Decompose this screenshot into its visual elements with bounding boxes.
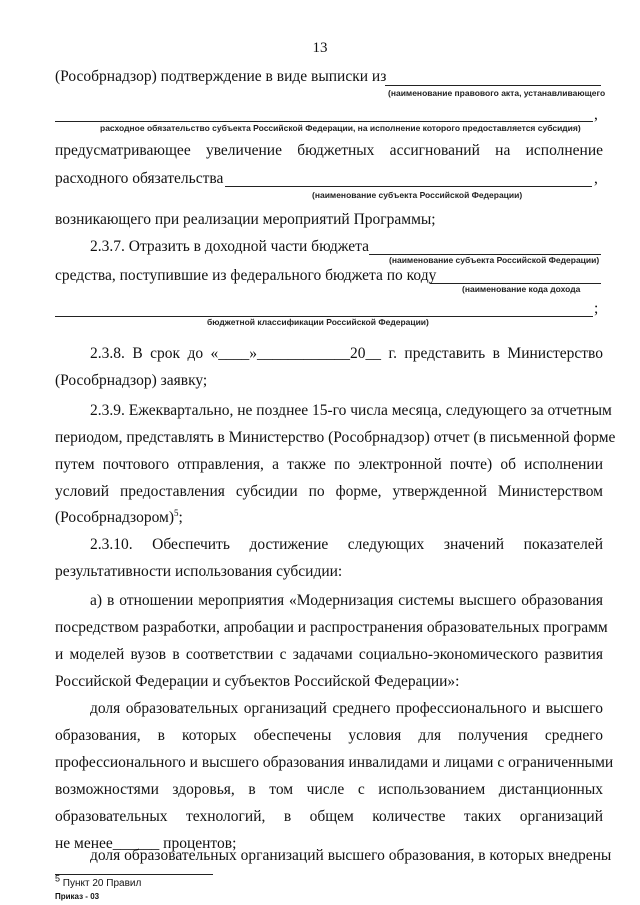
order-label: Приказ - 03: [55, 892, 100, 901]
footnote-number: 5: [55, 873, 61, 884]
text-line: 2.3.8. В срок до «____»____________20__ г. представить в Министерство: [90, 345, 603, 362]
text-line: 2.3.9. Ежеквартально, не позднее 15-го числа месяца, следующего за отчетным: [90, 402, 612, 419]
text-line: профессионального и высшего образования инвалидами и лицами с ограниченными: [55, 754, 614, 771]
text-line: [55, 509, 183, 527]
footnote-separator: [55, 874, 213, 875]
text-line: доля образовательных организаций высшего образования, в которых внедрены: [90, 847, 612, 864]
field-caption: (наименование кода дохода: [462, 284, 581, 294]
punctuation: ,: [594, 106, 598, 123]
field-caption: (наименование субъекта Российской Федерации): [389, 255, 600, 265]
field-caption: (наименование правового акта, устанавливающего: [388, 88, 606, 98]
text-line: возможностями здоровья, в том числе с использованием дистанционных: [55, 781, 603, 798]
text-line: 2.3.10. Обеспечить достижение следующих значений показателей: [90, 536, 603, 553]
page-number: 13: [312, 40, 328, 56]
footnote-text: Пункт 20 Правил: [62, 878, 142, 889]
field-caption: расходное обязательство субъекта Российской Федерации, на исполнение которого предоставляется субсидия): [100, 123, 581, 133]
text-line: путем почтового отправления, а также по электронной почте) об исполнении: [55, 456, 603, 473]
text-line: (Рособрнадзор) подтверждение в виде выписки из: [55, 68, 387, 85]
text-line: результативности использования субсидии:: [55, 563, 343, 580]
text-line: доля образовательных организаций среднего профессионального и высшего: [90, 700, 603, 717]
text-line: периодом, представлять в Министерство (Рособрнадзор) отчет (в письменной форме: [55, 429, 616, 446]
text-line: Российской Федерации и субъектов Российской Федерации»:: [55, 673, 460, 690]
text-line: средства, поступившие из федерального бюджета по коду: [55, 267, 437, 284]
text-fragment: ;: [178, 509, 183, 526]
blank-underline: [385, 85, 601, 86]
punctuation: ,: [594, 170, 598, 187]
text-fragment: (Рособрнадзором): [55, 509, 175, 526]
blank-underline: [55, 121, 593, 122]
field-caption: бюджетной классификации Российской Федерации): [207, 317, 429, 327]
text-line: образования, в которых обеспечены условия для получения среднего: [55, 727, 603, 744]
text-line: 2.3.7. Отразить в доходной части бюджета: [90, 238, 369, 255]
text-line: (Рособрнадзор) заявку;: [55, 372, 208, 389]
text-line: а) в отношении мероприятия «Модернизация системы высшего образования: [90, 592, 603, 609]
text-line: и моделей вузов в соответствии с задачами социально-экономического развития: [55, 646, 603, 663]
text-line: образовательных технологий, в общем количестве таких организаций: [55, 808, 603, 825]
text-line: предусматривающее увеличение бюджетных ассигнований на исполнение: [55, 142, 603, 159]
punctuation: ;: [594, 300, 599, 317]
blank-underline: [225, 186, 592, 187]
text-line: не менее______ процентов;: [55, 835, 237, 852]
footnote: [55, 873, 142, 890]
text-line: возникающего при реализации мероприятий Программы;: [55, 211, 436, 228]
footnote-ref: 5: [174, 507, 179, 518]
text-line: посредством разработки, апробации и распространения образовательных программ: [55, 619, 608, 636]
text-line: условий предоставления субсидии по форме, утвержденной Министерством: [55, 483, 603, 500]
text-line: расходного обязательства: [55, 170, 224, 187]
field-caption: (наименование субъекта Российской Федерации): [312, 190, 523, 200]
